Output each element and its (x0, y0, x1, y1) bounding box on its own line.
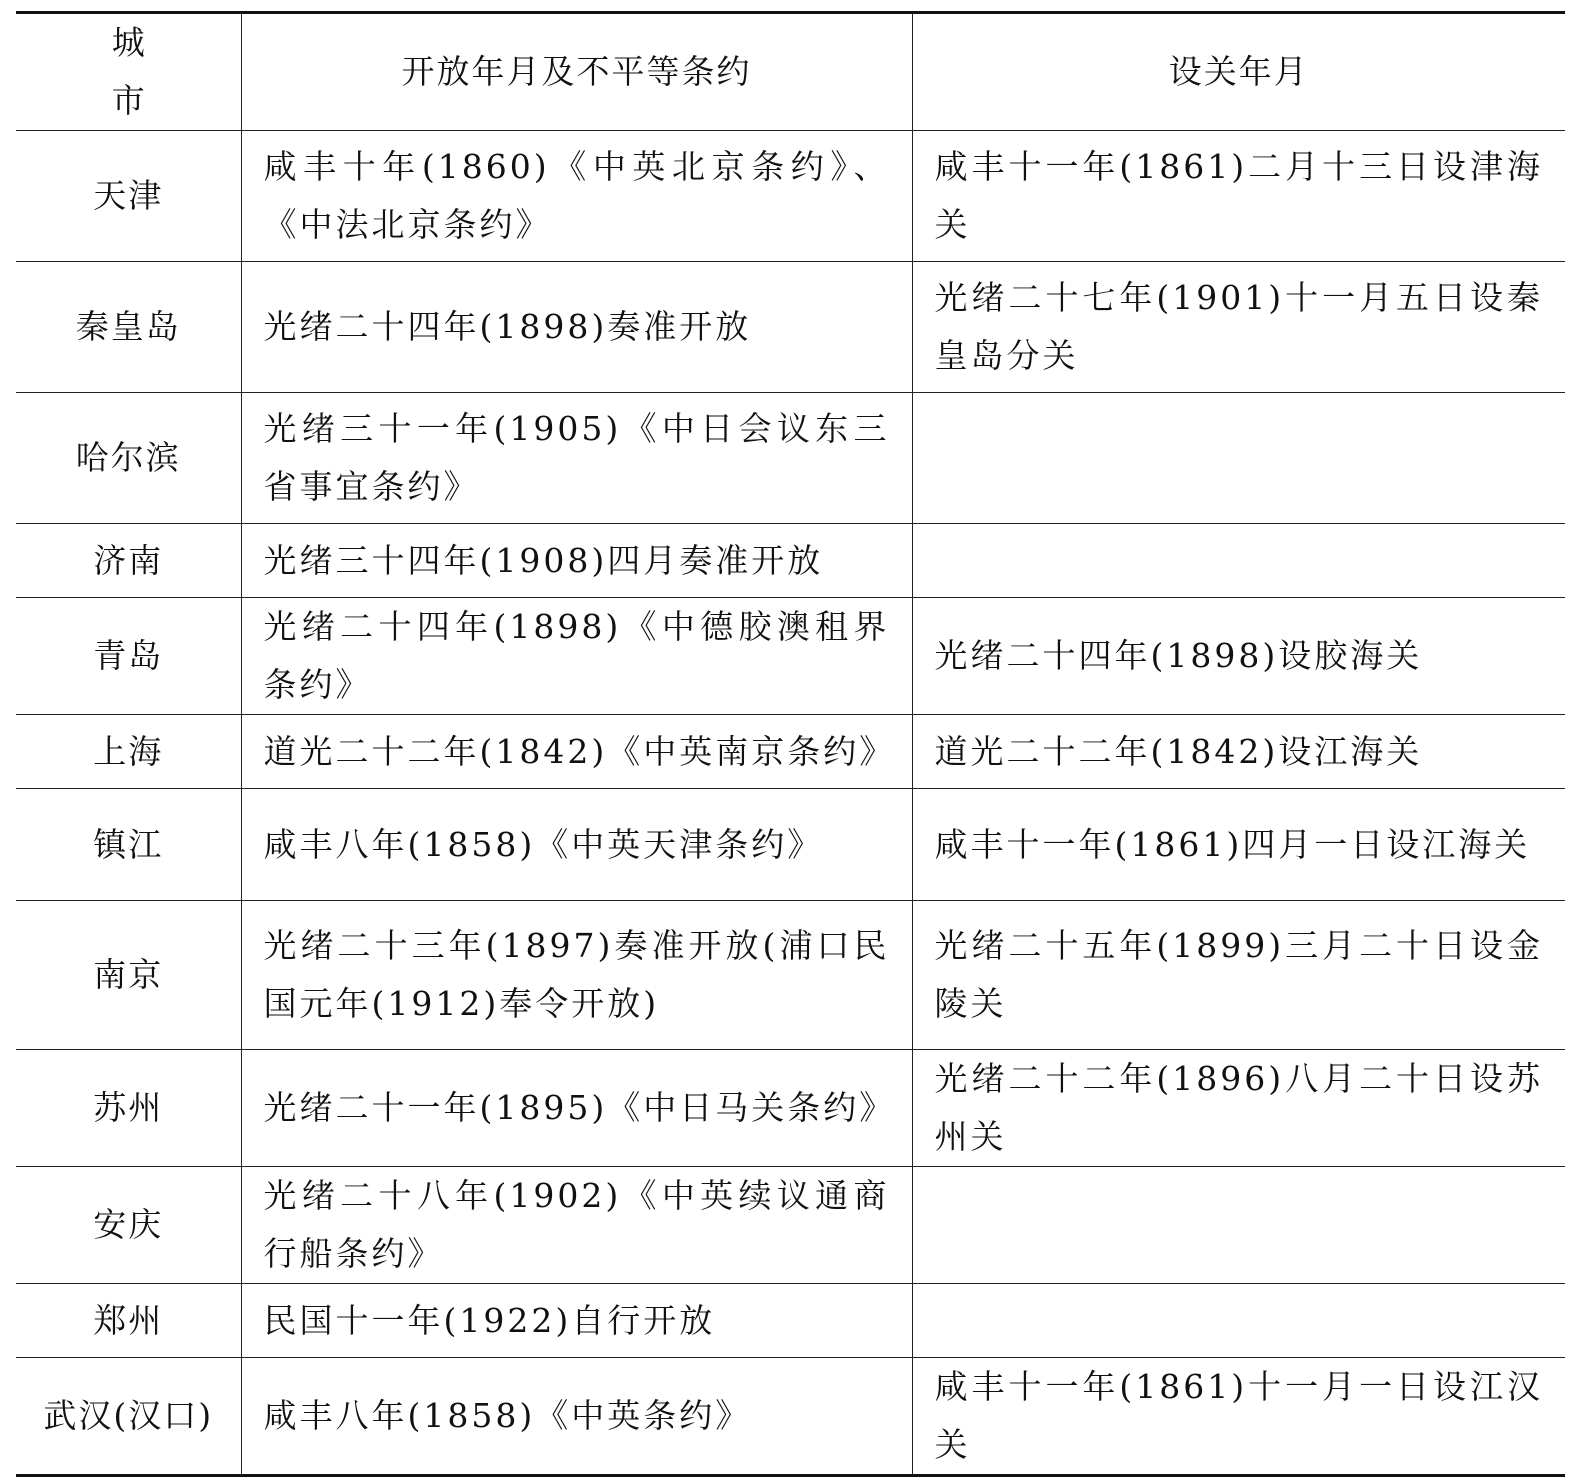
opening-cell: 民国十一年(1922)自行开放 (241, 1284, 912, 1358)
table-row (16, 524, 1565, 598)
table-header (16, 13, 1565, 131)
city-cell: 济南 (16, 524, 241, 598)
header-row (16, 13, 1565, 131)
city-cell: 哈尔滨 (16, 393, 241, 524)
table-row (16, 789, 1565, 901)
customs-cell: 咸丰十一年(1861)四月一日设江海关 (912, 789, 1565, 901)
city-cell: 天津 (16, 131, 241, 262)
header-customs: 设关年月 (912, 13, 1565, 131)
header-city: 城 市 (16, 13, 241, 131)
customs-cell (912, 1167, 1565, 1284)
opening-cell: 咸丰八年(1858)《中英条约》 (241, 1358, 912, 1476)
opening-cell: 光绪二十四年(1898)奏准开放 (241, 262, 912, 393)
city-cell: 苏州 (16, 1050, 241, 1167)
city-cell: 青岛 (16, 598, 241, 715)
city-cell: 镇江 (16, 789, 241, 901)
opening-cell: 光绪二十一年(1895)《中日马关条约》 (241, 1050, 912, 1167)
city-cell: 上海 (16, 715, 241, 789)
opening-cell: 咸丰八年(1858)《中英天津条约》 (241, 789, 912, 901)
table-row (16, 598, 1565, 715)
table-row (16, 1358, 1565, 1476)
opening-cell: 光绪二十三年(1897)奏准开放(浦口民国元年(1912)奉令开放) (241, 901, 912, 1050)
customs-cell: 光绪二十七年(1901)十一月五日设秦皇岛分关 (912, 262, 1565, 393)
opening-cell: 咸丰十年(1860)《中英北京条约》、《中法北京条约》 (241, 131, 912, 262)
table-row (16, 1284, 1565, 1358)
opening-cell: 光绪三十一年(1905)《中日会议东三省事宜条约》 (241, 393, 912, 524)
customs-cell: 光绪二十二年(1896)八月二十日设苏州关 (912, 1050, 1565, 1167)
customs-cell: 光绪二十四年(1898)设胶海关 (912, 598, 1565, 715)
city-cell: 秦皇岛 (16, 262, 241, 393)
table-row (16, 901, 1565, 1050)
customs-cell: 咸丰十一年(1861)二月十三日设津海关 (912, 131, 1565, 262)
opening-cell: 光绪二十八年(1902)《中英续议通商行船条约》 (241, 1167, 912, 1284)
city-cell: 安庆 (16, 1167, 241, 1284)
table-row (16, 1050, 1565, 1167)
header-opening: 开放年月及不平等条约 (241, 13, 912, 131)
customs-cell (912, 1284, 1565, 1358)
opening-cell: 光绪二十四年(1898)《中德胶澳租界条约》 (241, 598, 912, 715)
table-row (16, 393, 1565, 524)
customs-cell: 光绪二十五年(1899)三月二十日设金陵关 (912, 901, 1565, 1050)
table-row (16, 715, 1565, 789)
customs-cell: 道光二十二年(1842)设江海关 (912, 715, 1565, 789)
opening-cell: 光绪三十四年(1908)四月奏准开放 (241, 524, 912, 598)
treaty-ports-table (16, 11, 1565, 1477)
table-body (16, 131, 1565, 1476)
table-row (16, 1167, 1565, 1284)
customs-cell (912, 393, 1565, 524)
customs-cell: 咸丰十一年(1861)十一月一日设江汉关 (912, 1358, 1565, 1476)
table-row (16, 262, 1565, 393)
city-cell: 武汉(汉口) (16, 1358, 241, 1476)
opening-cell: 道光二十二年(1842)《中英南京条约》 (241, 715, 912, 789)
customs-cell (912, 524, 1565, 598)
city-cell: 南京 (16, 901, 241, 1050)
city-cell: 郑州 (16, 1284, 241, 1358)
table-row (16, 131, 1565, 262)
